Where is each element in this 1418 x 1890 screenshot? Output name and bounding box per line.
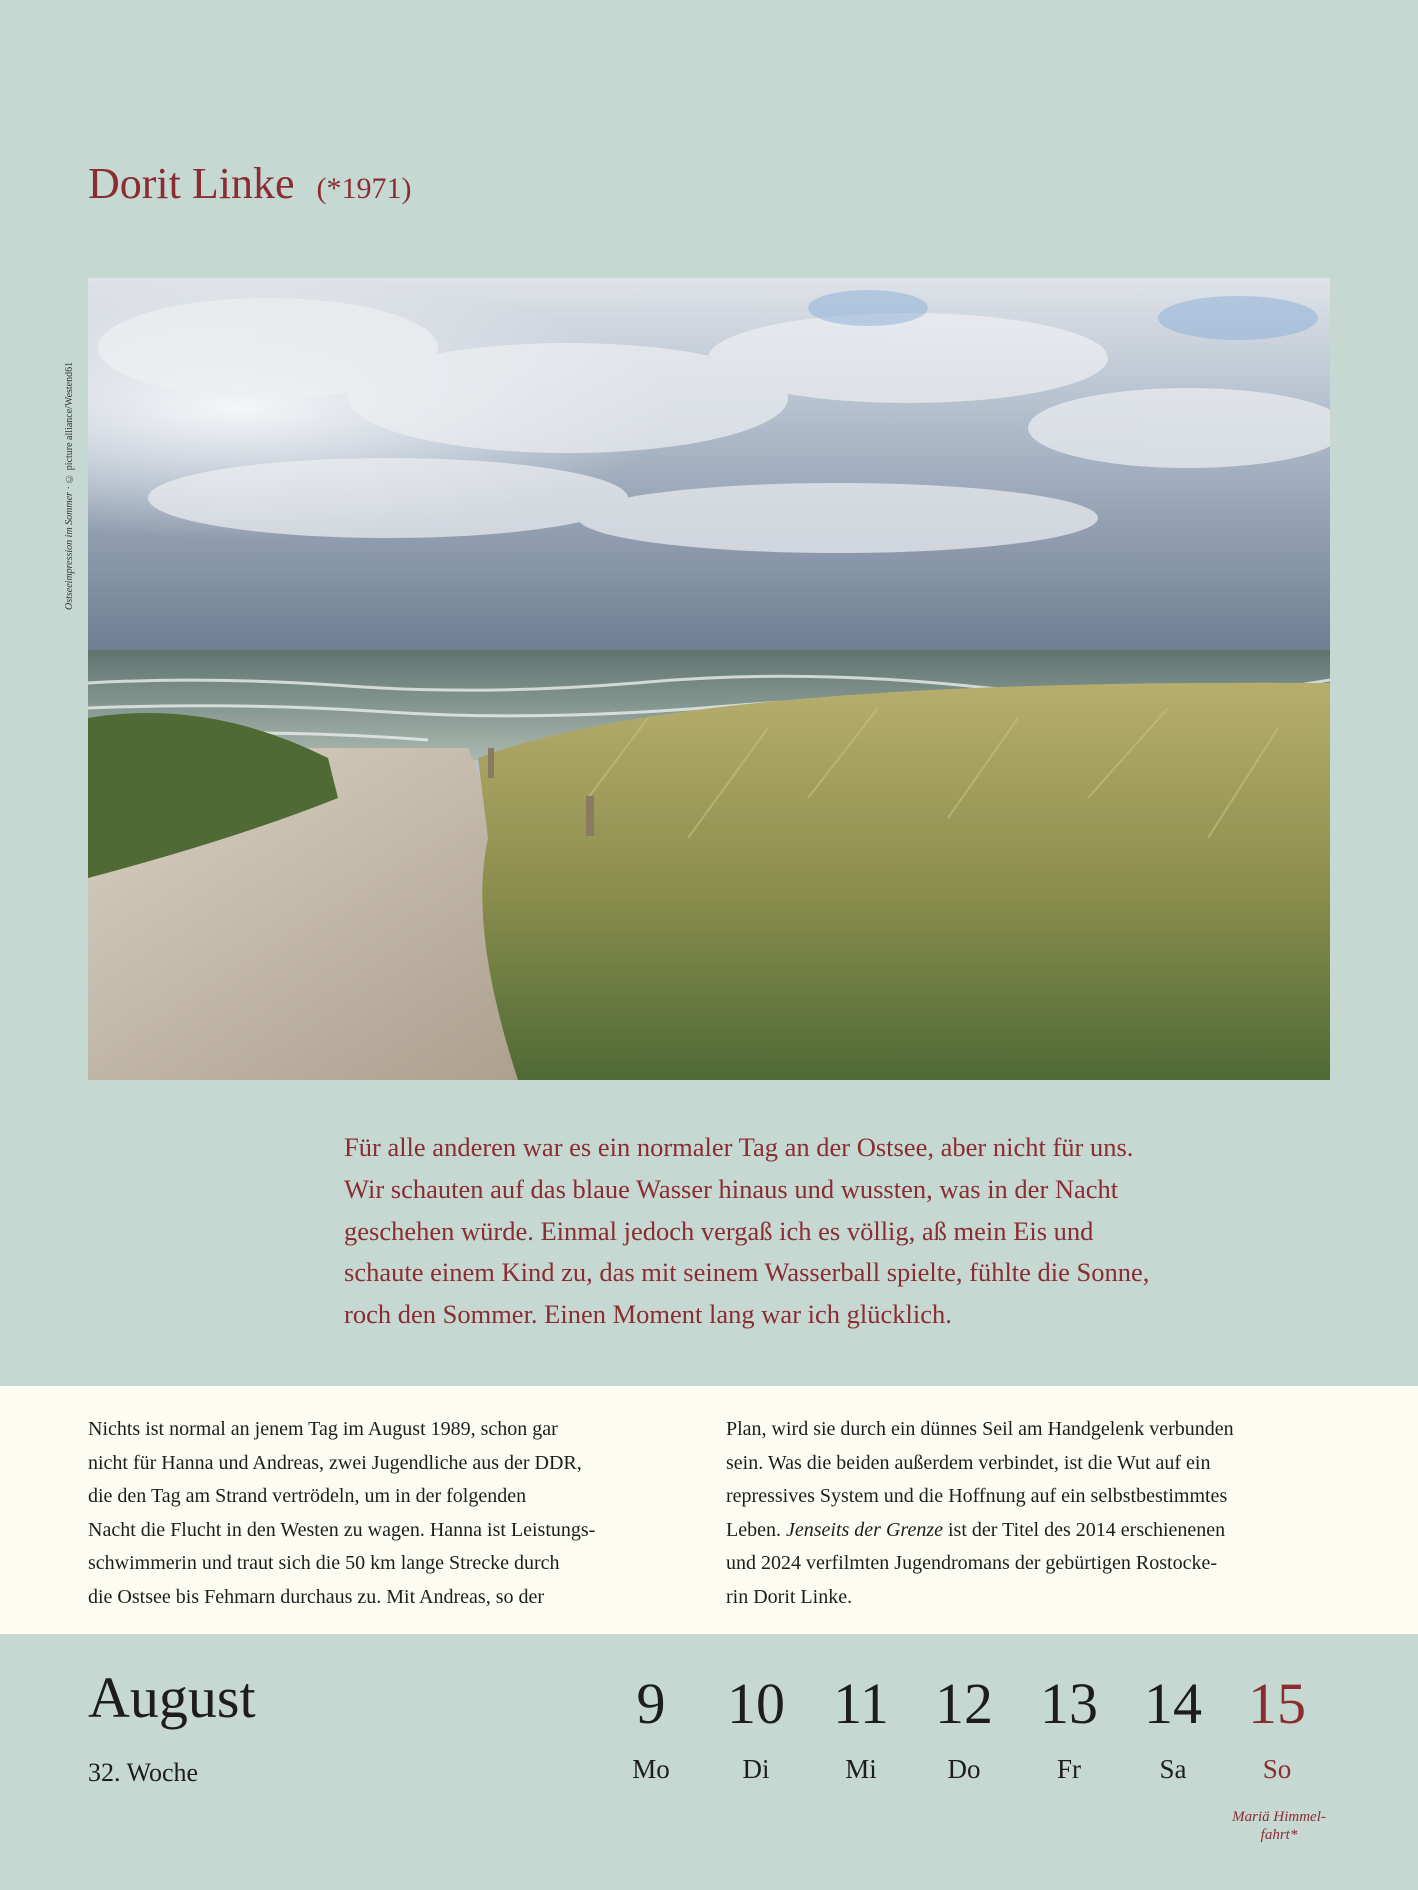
text-line: die Ostsee bis Fehmarn durchaus zu. Mit Andreas, so der [88,1585,545,1608]
calendar-day [591,1668,711,1785]
text-line: repressives System und die Hoffnung auf ein selbstbestimmtes [726,1485,1228,1507]
text-line: sein. Was die beiden außerdem verbindet, ist die Wut auf ein [726,1451,1211,1474]
photo-illustration [88,278,1330,1080]
holiday-line: fahrt* [1260,1827,1298,1843]
calendar-month: August [88,1665,256,1730]
quote-line: geschehen würde. Einmal jedoch vergaß ich es völlig, aß mein Eis und [344,1215,1094,1246]
text-line: nicht für Hanna und Andreas, zwei Jugendliche aus der DDR, [88,1451,582,1474]
text-fragment: ist der Titel des 2014 erschienenen [942,1518,1226,1541]
text-line: die den Tag am Strand vertrödeln, um in der folgenden [88,1485,527,1507]
day-weekday: Di [742,1754,770,1784]
calendar-day [904,1668,1024,1785]
calendar-day [801,1668,921,1785]
text-line: rin Dorit Linke. [726,1585,853,1608]
day-number: 12 [935,1671,993,1736]
text-line: schwimmerin und traut sich die 50 km lange Strecke durch [88,1552,560,1574]
author-years: (*1971) [316,172,412,205]
text-line: Nacht die Flucht in den Westen zu wagen. Hanna ist Leistungs- [88,1518,596,1541]
day-number: 13 [1040,1671,1098,1736]
calendar-day [696,1668,816,1785]
book-title: Jenseits der Grenze [785,1518,943,1541]
day-weekday: Fr [1056,1754,1081,1784]
quote-line: roch den Sommer. Einen Moment lang war ich glücklich. [344,1299,952,1330]
right-dune-grass [478,683,1330,1080]
day-number: 14 [1144,1671,1202,1736]
holiday-line: Mariä Himmel- [1232,1809,1326,1825]
day-weekday: Sa [1159,1754,1187,1784]
quote-line: Wir schauten auf das blaue Wasser hinaus und wussten, was in der Nacht [344,1173,1119,1204]
beach-dune-photo [88,278,1330,1080]
text-fragment: Leben. [726,1518,786,1541]
text-line: und 2024 verfilmten Jugendromans der gebürtigen Rostocke- [726,1552,1217,1574]
quote-line: Für alle anderen war es ein normaler Tag an der Ostsee, aber nicht für uns. [344,1132,1134,1162]
text-line [726,1514,1331,1548]
photo-credit-title: Ostseeimpression im Sommer [64,492,75,610]
day-number: 15 [1248,1671,1306,1736]
text-line: Plan, wird sie durch ein dünnes Seil am Handgelenk verbunden [726,1418,1234,1440]
calendar-day [1009,1668,1129,1785]
body-text-right [726,1413,1331,1614]
day-weekday: So [1262,1754,1292,1784]
body-text-left [88,1413,693,1614]
day-weekday: Mo [632,1754,670,1784]
author-name: Dorit Linke [88,159,295,208]
calendar-week: 32. Woche [88,1758,199,1787]
day-number: 10 [727,1671,785,1736]
day-weekday: Mi [845,1754,877,1784]
day-weekday: Do [947,1754,981,1784]
calendar-day-sunday [1217,1668,1337,1785]
calendar-day [1113,1668,1233,1785]
photo-credit-source: · © picture alliance/Westend61 [64,361,75,493]
holiday-note [1216,1808,1342,1844]
author-heading [88,158,412,209]
quote [344,1127,1334,1336]
day-number: 11 [833,1671,889,1736]
quote-line: schaute einem Kind zu, das mit seinem Wasserball spielte, fühlte die Sonne, [344,1257,1150,1288]
photo-credit [64,280,78,610]
text-line: Nichts ist normal an jenem Tag im August 1989, schon gar [88,1418,558,1440]
day-number: 9 [636,1671,666,1736]
